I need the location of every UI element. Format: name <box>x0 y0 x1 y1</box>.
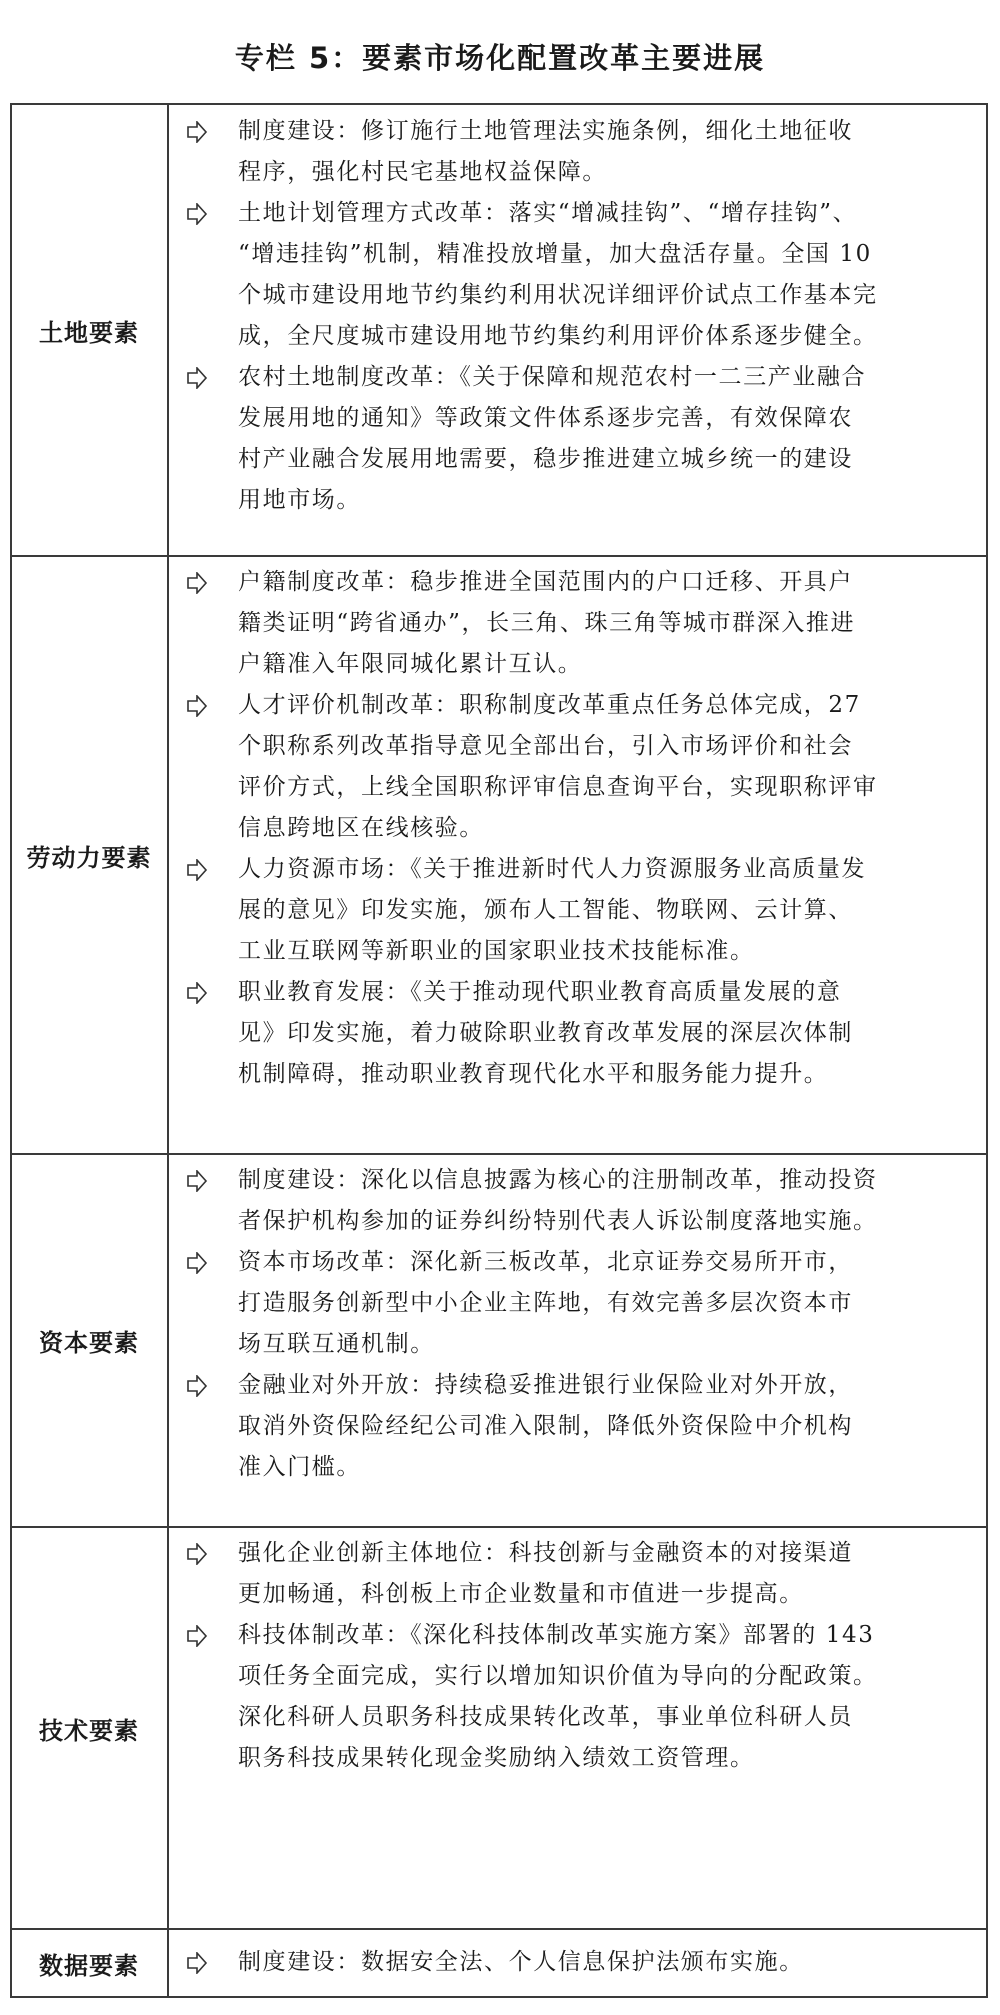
list-item <box>172 1160 982 1242</box>
row-label-technology: 技术要素 <box>39 1716 139 1745</box>
row-label-capital: 资本要素 <box>39 1329 139 1357</box>
list-item <box>172 111 982 193</box>
item-text: 科技体制改革：《深化科技体制改革实施方案》部署的 143 项任务全面完成，实行以增加知识价值为导向的分配政策。 深化科研人员职务科技成果转化改革，事业单位科研人员 职务科技成果转化现金奖励纳入绩效工资管理。 <box>238 1622 878 1771</box>
row-items-data <box>172 1942 982 1983</box>
arrow-bullet-icon <box>186 121 208 143</box>
item-text: 职业教育发展：《关于推动现代职业教育高质量发展的意 见》印发实施，着力破除职业教育改革发展的深层次体制 机制障碍，推动职业教育现代化水平和服务能力提升。 <box>238 979 853 1087</box>
list-item <box>172 972 982 1095</box>
arrow-bullet-icon <box>186 695 208 717</box>
item-text: 户籍制度改革：稳步推进全国范围内的户口迁移、开具户 籍类证明“跨省通办”，长三角、珠三角等城市群深入推进 户籍准入年限同城化累计互认。 <box>238 569 856 677</box>
list-item <box>172 1533 982 1615</box>
list-item <box>172 357 982 521</box>
row-items-technology <box>172 1533 982 1779</box>
item-text: 强化企业创新主体地位：科技创新与金融资本的对接渠道 更加畅通，科创板上市企业数量和市值进一步提高。 <box>238 1540 853 1607</box>
arrow-bullet-icon <box>186 859 208 881</box>
item-text: 制度建设：深化以信息披露为核心的注册制改革，推动投资 者保护机构参加的证券纠纷特别代表人诉讼制度落地实施。 <box>238 1167 878 1234</box>
item-text: 土地计划管理方式改革：落实“增减挂钩”、“增存挂钩”、 “增违挂钩”机制，精准投放增量，加大盘活存量。全国 10 个城市建设用地节约集约利用状况详细评价试点工作基本完 成，全尺度城市建设用地节约集约利用评价体系逐步健全。 <box>238 200 878 349</box>
item-text: 制度建设：修订施行土地管理法实施条例，细化土地征收 程序，强化村民宅基地权益保障。 <box>238 118 853 185</box>
row-items-labor <box>172 562 982 1095</box>
arrow-bullet-icon <box>186 1543 208 1565</box>
list-item <box>172 193 982 357</box>
arrow-bullet-icon <box>186 1952 208 1974</box>
item-text: 人力资源市场：《关于推进新时代人力资源服务业高质量发 展的意见》印发实施，颁布人工智能、物联网、云计算、 工业互联网等新职业的国家职业技术技能标准。 <box>238 856 867 964</box>
arrow-bullet-icon <box>186 367 208 389</box>
item-text: 人才评价机制改革：职称制度改革重点任务总体完成，27 个职称系列改革指导意见全部出台，引入市场评价和社会 评价方式，上线全国职称评审信息查询平台，实现职称评审 信息跨地区在线核验。 <box>238 692 878 841</box>
box-title: 专栏 5：要素市场化配置改革主要进展 <box>234 41 766 75</box>
item-text: 资本市场改革：深化新三板改革，北京证券交易所开市， 打造服务创新型中小企业主阵地，有效完善多层次资本市 场互联互通机制。 <box>238 1249 853 1357</box>
item-text: 制度建设：数据安全法、个人信息保护法颁布实施。 <box>238 1949 804 1975</box>
row-items-capital <box>172 1160 982 1488</box>
list-item <box>172 1242 982 1365</box>
list-item <box>172 685 982 849</box>
list-item <box>172 1942 982 1983</box>
arrow-bullet-icon <box>186 1170 208 1192</box>
list-item <box>172 849 982 972</box>
arrow-bullet-icon <box>186 982 208 1004</box>
arrow-bullet-icon <box>186 1375 208 1397</box>
list-item <box>172 562 982 685</box>
row-items-land <box>172 111 982 521</box>
item-text: 农村土地制度改革：《关于保障和规范农村一二三产业融合 发展用地的通知》等政策文件体系逐步完善，有效保障农 村产业融合发展用地需要，稳步推进建立城乡统一的建设 用地市场。 <box>238 364 867 513</box>
row-label-data: 数据要素 <box>39 1951 139 1980</box>
arrow-bullet-icon <box>186 1252 208 1274</box>
item-text: 金融业对外开放：持续稳妥推进银行业保险业对外开放， 取消外资保险经纪公司准入限制，降低外资保险中介机构 准入门槛。 <box>238 1372 853 1480</box>
row-label-land: 土地要素 <box>39 318 139 347</box>
arrow-bullet-icon <box>186 203 208 225</box>
arrow-bullet-icon <box>186 572 208 594</box>
list-item <box>172 1615 982 1779</box>
arrow-bullet-icon <box>186 1625 208 1647</box>
list-item <box>172 1365 982 1488</box>
row-label-labor: 劳动力要素 <box>26 843 152 872</box>
